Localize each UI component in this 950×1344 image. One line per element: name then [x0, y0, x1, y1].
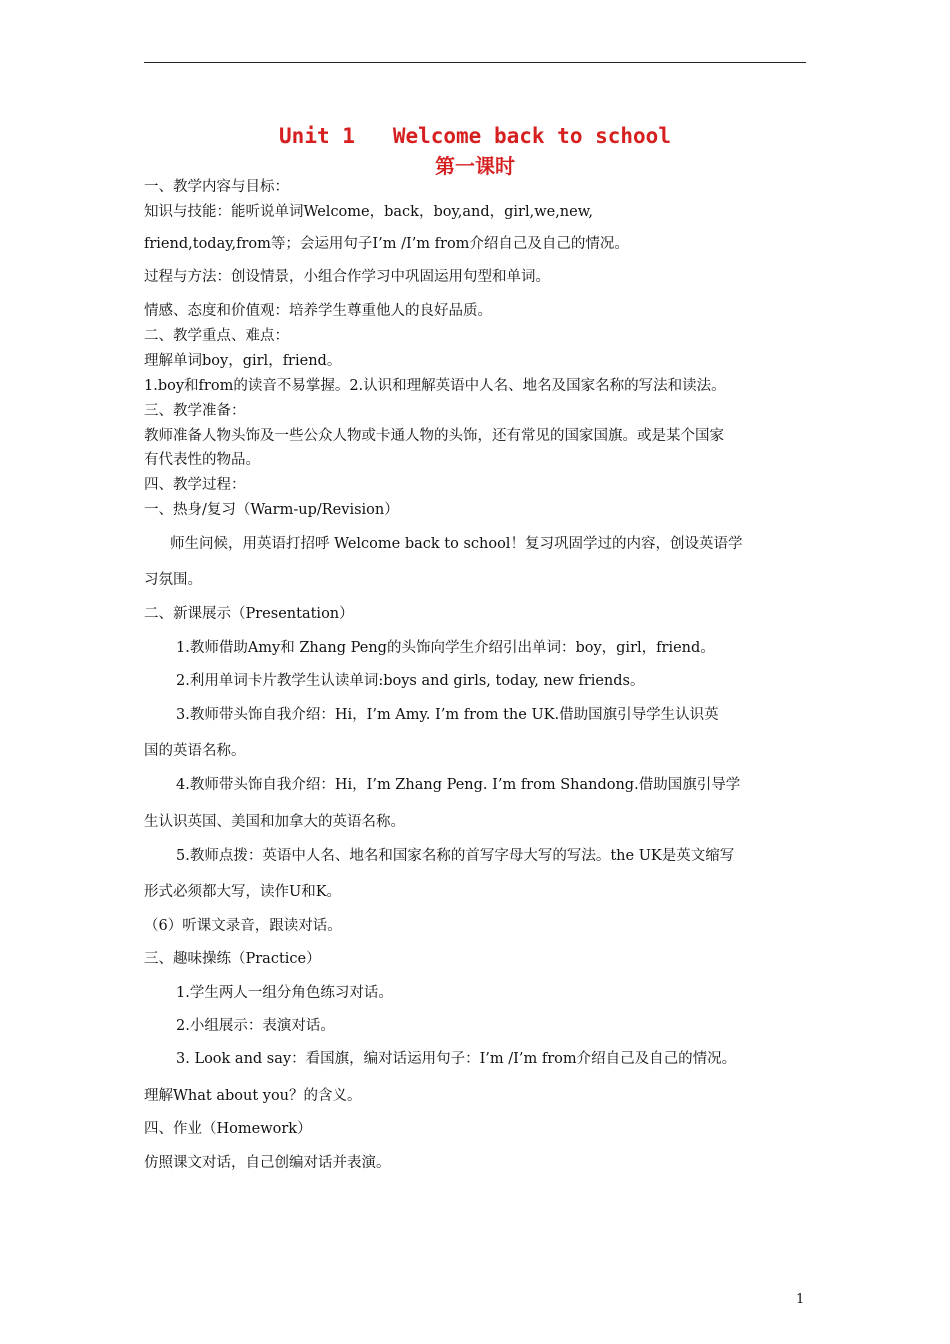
text-line: 3. Look and say：看国旗，编对话运用句子：I’m /I’m from介绍自己及自己的情况。 — [176, 1051, 737, 1067]
text-line: 5.教师点拨：英语中人名、地名和国家名称的首写字母大写的写法。the UK是英文缩写 — [176, 848, 735, 864]
text-line: 教师准备人物头饰及一些公众人物或卡通人物的头饰，还有常见的国家国旗。或是某个国家 — [144, 428, 724, 444]
text-line: 生认识英国、美国和加拿大的英语名称。 — [144, 814, 405, 830]
text-line: 有代表性的物品。 — [144, 452, 260, 468]
page-number: 1 — [796, 1292, 805, 1307]
text-line: 情感、态度和价值观：培养学生尊重他人的良好品质。 — [144, 303, 492, 319]
header-rule — [144, 62, 806, 63]
text-line: 2.小组展示：表演对话。 — [176, 1018, 335, 1034]
text-line: 理解单词boy，girl，friend。 — [144, 353, 342, 369]
document-subtitle: 第一课时 — [435, 154, 515, 178]
text-line: 1.学生两人一组分角色练习对话。 — [176, 985, 393, 1001]
text-line: 仿照课文对话，自己创编对话并表演。 — [144, 1155, 391, 1171]
text-line: 过程与方法：创设情景，小组合作学习中巩固运用句型和单词。 — [144, 269, 550, 285]
text-line: 一、热身/复习（Warm-up/Revision） — [144, 502, 399, 518]
text-line: 2.利用单词卡片教学生认读单词:boys and girls, today, new friends。 — [176, 673, 645, 689]
text-line: 四、作业（Homework） — [144, 1121, 312, 1137]
text-line: friend,today,from等；会运用句子I’m /I’m from介绍自己及自己的情况。 — [144, 236, 629, 252]
text-line: 习氛围。 — [144, 572, 202, 588]
text-line: 三、教学准备： — [144, 403, 246, 419]
text-line: 1.boy和from的读音不易掌握。2.认识和理解英语中人名、地名及国家名称的写法和读法。 — [144, 378, 726, 394]
text-line: （6）听课文录音，跟读对话。 — [144, 918, 342, 934]
text-line: 3.教师带头饰自我介绍：Hi，I’m Amy. I’m from the UK.借助国旗引导学生认识英 — [176, 707, 719, 723]
text-line: 形式必须都大写，读作U和K。 — [144, 884, 342, 900]
text-line: 二、新课展示（Presentation） — [144, 606, 354, 622]
document-title: Unit 1 Welcome back to school — [279, 124, 671, 148]
text-line: 三、趣味操练（Practice） — [144, 951, 321, 967]
text-line: 四、教学过程： — [144, 477, 246, 493]
text-line: 4.教师带头饰自我介绍：Hi，I’m Zhang Peng. I’m from Shandong.借助国旗引导学 — [176, 777, 741, 793]
text-line: 师生问候，用英语打招呼 Welcome back to school！复习巩固学过的内容，创设英语学 — [170, 536, 743, 552]
text-line: 二、教学重点、难点： — [144, 328, 289, 344]
text-line: 一、教学内容与目标： — [144, 179, 289, 195]
text-line: 知识与技能：能听说单词Welcome，back，boy,and，girl,we,new, — [144, 204, 594, 220]
text-line: 国的英语名称。 — [144, 743, 246, 759]
text-line: 理解What about you？的含义。 — [144, 1088, 362, 1104]
text-line: 1.教师借助Amy和 Zhang Peng的头饰向学生介绍引出单词：boy，girl，friend。 — [176, 640, 715, 656]
